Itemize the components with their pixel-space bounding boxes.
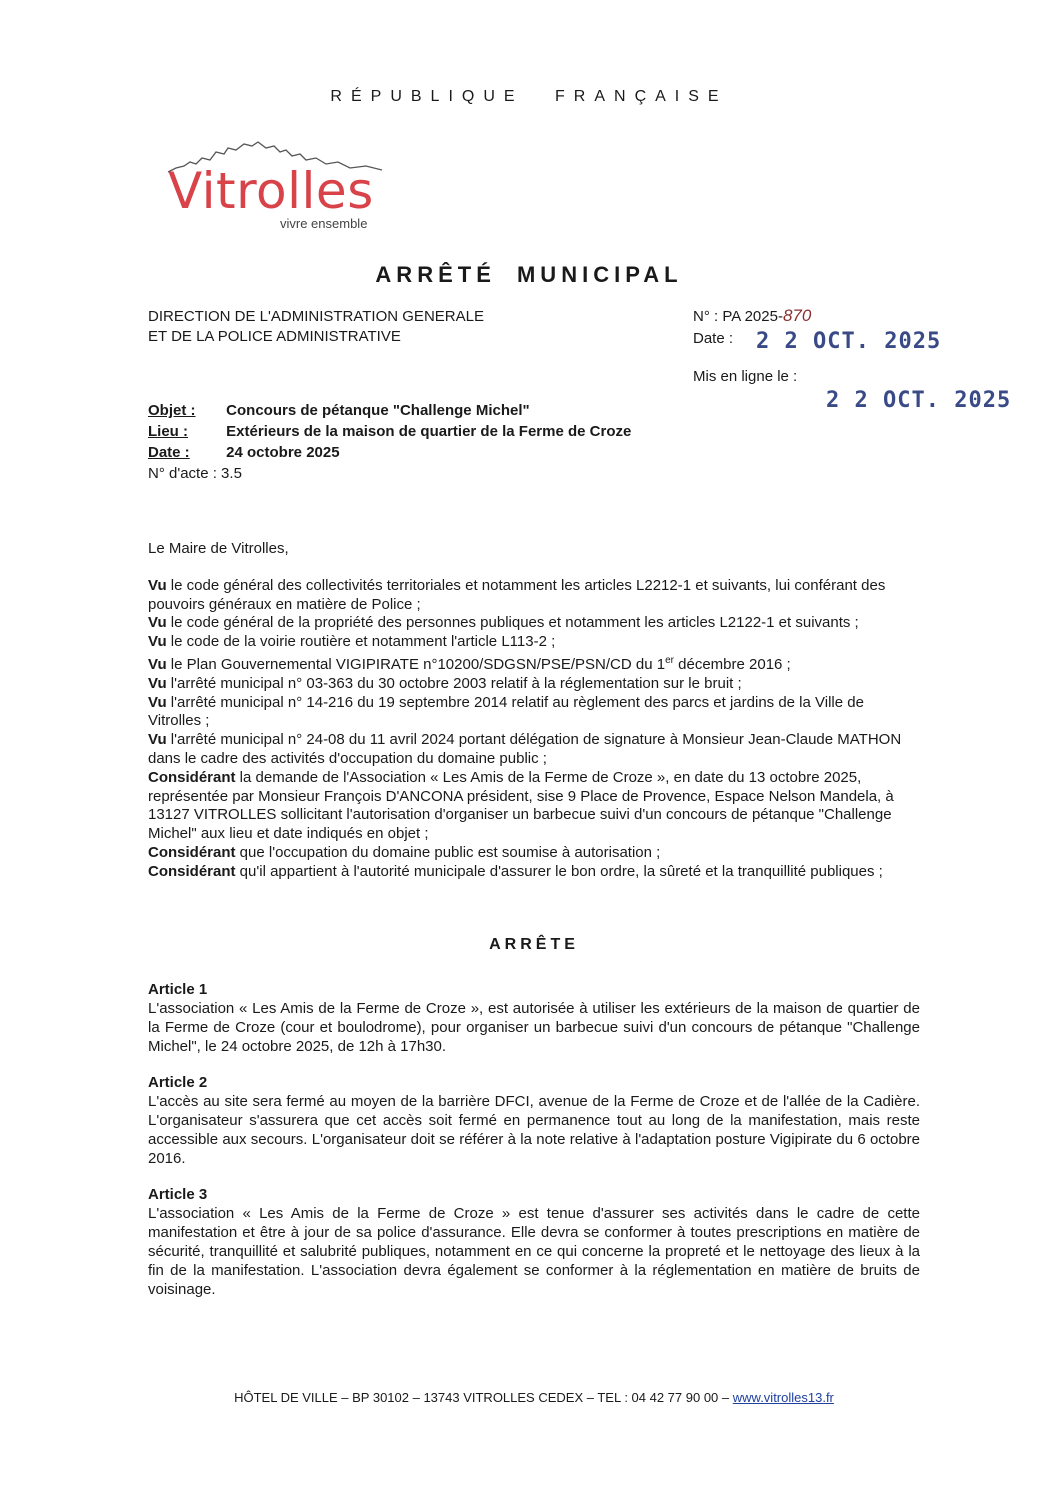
date-row bbox=[148, 442, 631, 463]
objet-label: Objet : bbox=[148, 402, 196, 419]
objet-row bbox=[148, 400, 631, 421]
logo-brand: Vitrolles bbox=[168, 162, 374, 220]
considerant-clause bbox=[148, 844, 920, 863]
article-title: Article 1 bbox=[148, 981, 208, 998]
clause-keyword: Vu bbox=[148, 693, 167, 711]
date-field-label: Date : bbox=[148, 444, 190, 461]
footer-website-link[interactable]: www.vitrolles13.fr bbox=[732, 1390, 834, 1405]
clause-keyword: Vu bbox=[148, 614, 167, 632]
clause-text: le Plan Gouvernemental VIGIPIRATE n°10200/SDGSN/PSE/PSN/CD du 1 bbox=[166, 655, 666, 673]
lieu-label: Lieu : bbox=[148, 423, 188, 440]
vu-clause bbox=[148, 614, 920, 633]
numero-handwritten: 870 bbox=[782, 306, 812, 325]
clause-text: le code général de la propriété des personnes publiques et notamment les articles L2122-1 et suivants ; bbox=[166, 614, 859, 632]
logo-slogan: vivre ensemble bbox=[280, 216, 368, 231]
vu-clause bbox=[148, 694, 920, 732]
date-stamp: 2 2 OCT. 2025 bbox=[756, 329, 942, 354]
article-1 bbox=[148, 980, 920, 1056]
direction-block bbox=[148, 307, 484, 347]
acte-number: N° d'acte : 3.5 bbox=[148, 465, 242, 482]
articles-section bbox=[148, 980, 920, 1316]
article-text: L'accès au site sera fermé au moyen de la barrière DFCI, avenue de la Ferme de Croze et de l'allée de la Cadière. L'organisateur s'assurera que cet accès soit fermé en permanence tout au long de la manifestation, mais reste accessible aux secours. L'organisateur doit se référer à la note relative à l'adaptation posture Vigipirate du 6 octobre 2016. bbox=[148, 1093, 920, 1167]
vu-clause bbox=[148, 652, 920, 675]
article-text: L'association « Les Amis de la Ferme de Croze » est tenue d'assurer ses activités dans le cadre de cette manifestation et être à jour de sa police d'assurance. Elle devra se conformer à toutes prescriptions en matière de sécurité, tranquillité et salubrité publiques, notamment en ce qui concerne la propreté et le nettoyage des lieux à la fin de la manifestation. L'association devra également se conformer à la réglementation en matière de bruits de voisinage. bbox=[148, 1205, 920, 1298]
clause-keyword: Considérant bbox=[148, 843, 236, 861]
clause-keyword: Vu bbox=[148, 674, 167, 692]
vu-clause bbox=[148, 577, 920, 615]
preamble bbox=[148, 540, 920, 882]
clause-text: l'arrêté municipal n° 14-216 du 19 septembre 2014 relatif au règlement des parcs et jardins de la Ville de Vitrolles ; bbox=[148, 693, 864, 730]
clause-text: que l'occupation du domaine public est soumise à autorisation ; bbox=[235, 843, 661, 861]
article-2 bbox=[148, 1073, 920, 1168]
clause-text: le code de la voirie routière et notamment l'article L113-2 ; bbox=[166, 633, 556, 651]
clause-text: la demande de l'Association « Les Amis de la Ferme de Croze », en date du 13 octobre 2025, représentée par Monsieur François D'ANCONA président, sise 9 Place de Provence, Espace Nelson Mandela, à 13127 VITROLLES sollicitant l'autorisation d'organiser un barbecue suivi d'un concours de pétanque "Challenge Michel" aux lieu et date indiqués en objet ; bbox=[148, 768, 894, 843]
clause-keyword: Considérant bbox=[148, 768, 236, 786]
intro-line: Le Maire de Vitrolles, bbox=[148, 540, 289, 557]
considerant-clause bbox=[148, 863, 920, 882]
direction-line-2: ET DE LA POLICE ADMINISTRATIVE bbox=[148, 328, 401, 345]
footer bbox=[0, 1390, 1058, 1405]
objet-value: Concours de pétanque "Challenge Michel" bbox=[226, 402, 530, 419]
clause-superscript: er bbox=[665, 654, 674, 666]
clause-text: l'arrêté municipal n° 24-08 du 11 avril 2024 portant délégation de signature à Monsieur Jean-Claude MATHON dans le cadre des activités d'occupation du domaine public ; bbox=[148, 731, 902, 767]
clause-keyword: Vu bbox=[148, 576, 167, 594]
document-title: ARRÊTÉ MUNICIPAL bbox=[375, 262, 683, 287]
vu-clause bbox=[148, 633, 920, 652]
lieu-row bbox=[148, 421, 631, 442]
clause-keyword: Vu bbox=[148, 731, 167, 749]
clause-text: décembre 2016 ; bbox=[673, 655, 791, 673]
vu-clause bbox=[148, 675, 920, 694]
vitrolles-logo bbox=[158, 138, 418, 248]
article-title: Article 2 bbox=[148, 1074, 208, 1091]
arrete-heading: ARRÊTE bbox=[489, 936, 579, 953]
article-title: Article 3 bbox=[148, 1186, 208, 1203]
clause-text: l'arrêté municipal n° 03-363 du 30 octobre 2003 relatif à la réglementation sur le bruit ; bbox=[166, 674, 742, 692]
clause-keyword: Considérant bbox=[148, 862, 236, 880]
mis-en-ligne-stamp: 2 2 OCT. 2025 bbox=[826, 388, 1012, 413]
footer-address: HÔTEL DE VILLE – BP 30102 – 13743 VITROLLES CEDEX – TEL : 04 42 77 90 00 – bbox=[234, 1390, 733, 1405]
lieu-value: Extérieurs de la maison de quartier de la Ferme de Croze bbox=[226, 423, 632, 440]
article-text: L'association « Les Amis de la Ferme de Croze », est autorisée à utiliser les extérieurs de la maison de quartier de la Ferme de Croze (cour et boulodrome), pour organiser un barbecue suivi d'un concours de pétanque "Challenge Michel", le 24 octobre 2025, de 12h à 17h30. bbox=[148, 1000, 920, 1055]
vu-clause bbox=[148, 731, 920, 769]
clause-keyword: Vu bbox=[148, 655, 167, 673]
republique-heading: RÉPUBLIQUE FRANÇAISE bbox=[330, 88, 728, 105]
article-3 bbox=[148, 1185, 920, 1299]
direction-line-1: DIRECTION DE L'ADMINISTRATION GENERALE bbox=[148, 308, 484, 325]
considerant-clause bbox=[148, 769, 920, 844]
clause-text: le code général des collectivités territoriales et notamment les articles L2212-1 et suivants, lui conférant des pouvoirs généraux en matière de Police ; bbox=[148, 576, 886, 613]
clause-text: qu'il appartient à l'autorité municipale d'assurer le bon ordre, la sûreté et la tranquillité publiques ; bbox=[235, 862, 883, 880]
date-value: 24 octobre 2025 bbox=[226, 444, 340, 461]
objet-block bbox=[148, 400, 631, 484]
numero-row bbox=[693, 305, 1023, 328]
date-label: Date : bbox=[693, 330, 734, 347]
numero-label: N° : PA 2025- bbox=[693, 308, 783, 325]
mis-en-ligne-label: Mis en ligne le : bbox=[693, 368, 798, 385]
clause-keyword: Vu bbox=[148, 633, 167, 651]
